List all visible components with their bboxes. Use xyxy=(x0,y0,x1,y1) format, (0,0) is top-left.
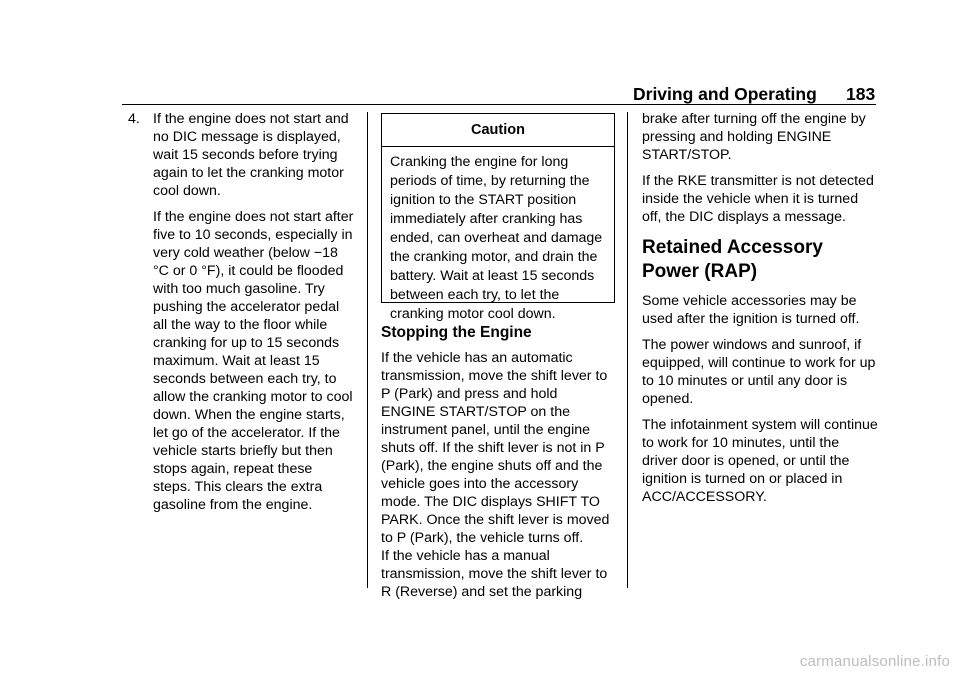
header-rule xyxy=(122,104,876,105)
caution-box xyxy=(381,113,615,322)
paragraph: Some vehicle accessories may be used after the ignition is turned off. xyxy=(642,293,860,327)
column-middle xyxy=(381,113,615,601)
watermark: carmanualsonline.info xyxy=(799,653,950,670)
paragraph: If the engine does not start and no DIC message is displayed, wait 15 seconds before trying again to let the cranking motor cool down. xyxy=(153,111,349,199)
column-divider-left xyxy=(367,112,368,588)
list-item-body xyxy=(153,110,354,522)
heading-line: Power (RAP) xyxy=(642,261,758,282)
paragraph: If the RKE transmitter is not detected inside the vehicle when it is turned off, the DIC displays a message. xyxy=(642,173,874,225)
paragraph: The power windows and sunroof, if equipped, will continue to work for up to 10 minutes or until any door is opened. xyxy=(642,337,876,407)
section-title: Driving and Operating xyxy=(633,84,817,104)
column-right xyxy=(642,110,878,514)
paragraph: If the vehicle has a manual transmission, move the shift lever to R (Reverse) and set the parking xyxy=(381,548,608,600)
section-heading-stopping-engine: Stopping the Engine xyxy=(381,324,532,341)
caution-text: Cranking the engine for long periods of time, by returning the ignition to the START position immediately after cranking has ended, can overheat and damage the cranking motor, and drain the battery. Wait at least 15 seconds between each try, to let the cranking motor cool down. xyxy=(390,154,603,322)
paragraph: If the engine does not start after five to 10 seconds, especially in very cold weather (below −18 °C or 0 °F), it could be flooded with too much gasoline. Try pushing the accelerator pedal all the way to the floor while cranking for up to 15 seconds maximum. Wait at least 15 seconds between each try, to allow the cranking motor to cool down. When the engine starts, let go of the accelerator. If the vehicle starts briefly but then stops again, repeat these steps. This clears the extra gasoline from the engine. xyxy=(153,209,354,513)
paragraph: brake after turning off the engine by pressing and holding ENGINE START/STOP. xyxy=(642,111,866,163)
column-left xyxy=(128,110,354,522)
paragraph: If the vehicle has an automatic transmission, move the shift lever to P (Park) and press and hold ENGINE START/STOP on the instrument panel, until the engine shuts off. If the shift lever is not in P (Park), the engine shuts off and the vehicle goes into the accessory mode. The DIC displays SHIFT TO PARK. Once the shift lever is moved to P (Park), the vehicle turns off. xyxy=(381,350,610,546)
page-header xyxy=(0,0,960,110)
caution-title: Caution xyxy=(382,114,614,147)
page-number: 183 xyxy=(846,84,876,104)
section-heading-rap xyxy=(642,236,878,284)
list-item-number: 4. xyxy=(128,111,140,127)
paragraph: The infotainment system will continue to work for 10 minutes, until the driver door is opened, or until the ignition is turned on or placed in ACC/ACCESSORY. xyxy=(642,417,878,505)
column-divider-right xyxy=(627,112,628,588)
list-item xyxy=(128,110,354,522)
heading-line: Retained Accessory xyxy=(642,237,823,258)
